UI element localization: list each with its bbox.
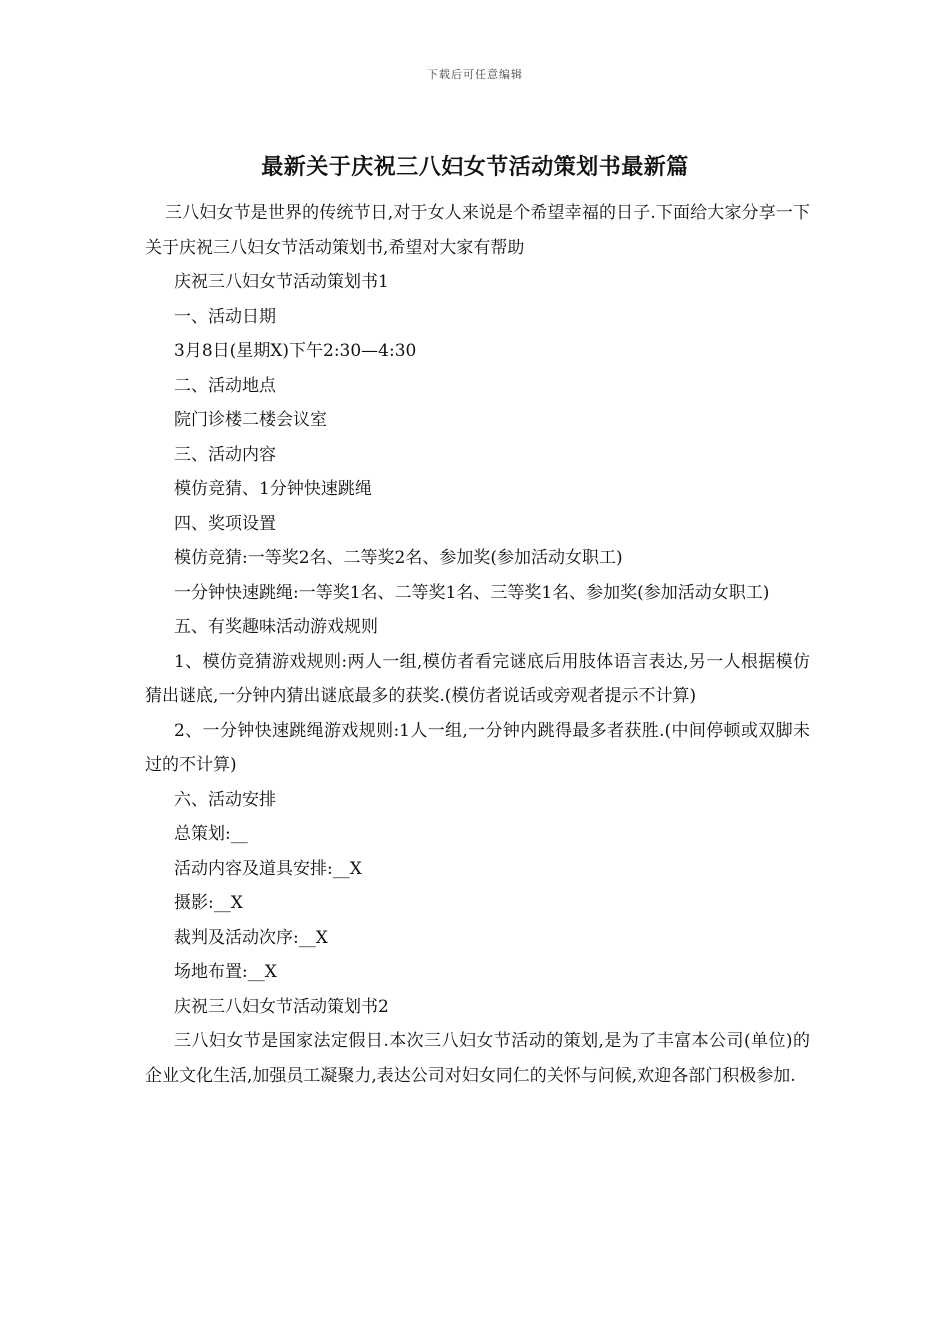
arrangement-planner: 总策划:__ [174, 824, 248, 844]
plan-2-intro: 三八妇女节是国家法定假日.本次三八妇女节活动的策划,是为了丰富本公司(单位)的企业文化生活,加强员工凝聚力,表达公司对妇女同仁的关怀与问候,欢迎各部门积极参加. [145, 1031, 810, 1086]
arrangement-props: 活动内容及道具安排:__X [174, 858, 362, 879]
heading-activity-date: 一、活动日期 [174, 306, 276, 327]
awards-jump-rope: 一分钟快速跳绳:一等奖1名、二等奖1名、三等奖1名、参加奖(参加活动女职工) [174, 582, 770, 603]
rule-guessing: 1、模仿竞猜游戏规则:两人一组,模仿者看完谜底后用肢体语言表达,另一人根据模仿猜出谜底,一分钟内猜出谜底最多的获奖.(模仿者说话或旁观者提示不计算) [145, 651, 810, 706]
arrangement-venue: 场地布置:__X [174, 962, 277, 982]
section-heading-plan-1: 庆祝三八妇女节活动策划书1 [174, 272, 389, 292]
heading-activity-location: 二、活动地点 [174, 375, 276, 396]
document-title: 最新关于庆祝三八妇女节活动策划书最新篇 [261, 154, 689, 180]
activity-date-value: 3月8日(星期X)下午2:30—4:30 [174, 341, 417, 361]
heading-game-rules: 五、有奖趣味活动游戏规则 [174, 617, 378, 637]
header-note: 下载后可任意编辑 [427, 68, 523, 81]
awards-guessing: 模仿竞猜:一等奖2名、二等奖2名、参加奖(参加活动女职工) [174, 548, 623, 568]
heading-activity-content: 三、活动内容 [174, 444, 276, 465]
heading-arrangement: 六、活动安排 [174, 789, 276, 810]
arrangement-photography: 摄影:__X [174, 893, 243, 913]
intro-paragraph: 三八妇女节是世界的传统节日,对于女人来说是个希望幸福的日子.下面给大家分享一下关于庆祝三八妇女节活动策划书,希望对大家有帮助 [145, 203, 810, 258]
activity-location-value: 院门诊楼二楼会议室 [174, 410, 327, 430]
document-body [145, 196, 810, 1093]
activity-content-value: 模仿竞猜、1分钟快速跳绳 [174, 479, 372, 499]
section-heading-plan-2: 庆祝三八妇女节活动策划书2 [174, 996, 389, 1017]
heading-awards: 四、奖项设置 [174, 513, 276, 534]
rule-jump-rope: 2、一分钟快速跳绳游戏规则:1人一组,一分钟内跳得最多者获胜.(中间停顿或双脚未过的不计算) [145, 720, 810, 775]
arrangement-referee: 裁判及活动次序:__X [174, 927, 328, 948]
